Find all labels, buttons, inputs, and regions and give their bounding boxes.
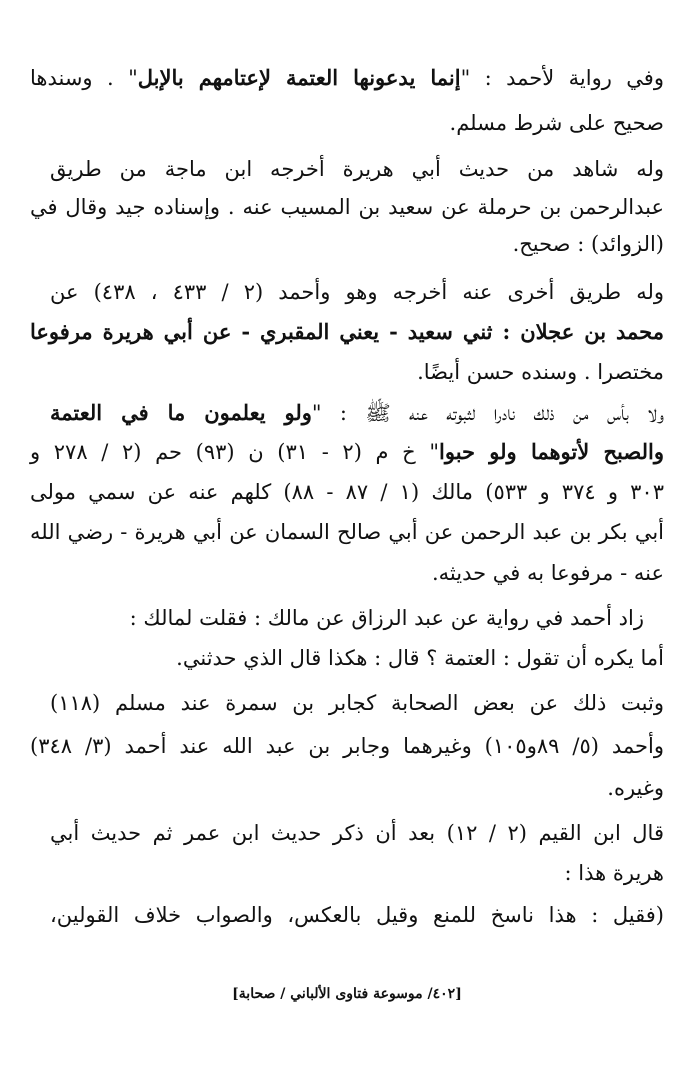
text-segment: " . وسندها — [30, 66, 138, 90]
text-line-19: قال ابن القيم (٢ / ١٢) بعد أن ذكر حديث ابن عمر ثم حديث أبي — [50, 821, 664, 845]
page-footer: [٤٠٢/ موسوعة فتاوى الألباني / صحابة] — [232, 986, 462, 1002]
text-line-9 — [50, 397, 664, 429]
text-line-20: هريرة هذا : — [564, 861, 664, 885]
text-line-12: أبي بكر بن عبد الرحمن عن أبي صالح السمان عن أبي هريرة - رضي الله — [30, 520, 664, 544]
text-line-3: وله شاهد من حديث أبي هريرة أخرجه ابن ماجة من طريق — [50, 157, 664, 181]
text-line-5: (الزوائد) : صحيح. — [512, 232, 664, 256]
quoted-hadith: والصبح لأتوهما ولو حبوا — [439, 439, 664, 464]
text-line-17: وأحمد (٥/ ٨٩و١٠٥) وغيرهما وجابر بن عبد الله عند أحمد (٣/ ٣٤٨) — [30, 734, 664, 758]
quoted-hadith: إنما يدعونها العتمة لإعتامهم بالإبل — [137, 65, 461, 90]
text-line-21: (فقيل : هذا ناسخ للمنع وقيل بالعكس، والصواب خلاف القولين، — [50, 903, 664, 927]
quoted-hadith: ولو يعلمون ما في العتمة — [50, 400, 312, 425]
text-line-11: ٣٠٣ و ٣٧٤ و ٥٣٣) مالك (١ / ٨٧ - ٨٨) كلهم عنه عن سمي مولى — [30, 480, 664, 504]
text-line-18: وغيره. — [607, 776, 664, 800]
text-line-7: محمد بن عجلان : ثني سعيد - يعني المقبري - عن أبي هريرة مرفوعا — [30, 319, 664, 344]
text-line-8: مختصرا . وسنده حسن أيضًا. — [417, 360, 664, 384]
text-line-16: وثبت ذلك عن بعض الصحابة كجابر بن سمرة عند مسلم (١١٨) — [50, 691, 664, 715]
text-line-1 — [30, 62, 664, 94]
text-line-14: زاد أحمد في رواية عن عبد الرزاق عن مالك : فقلت لمالك : — [129, 606, 644, 630]
text-line-13: عنه - مرفوعا به في حديثه. — [431, 561, 664, 585]
text-segment: وفي رواية لأحمد : " — [460, 66, 664, 90]
text-line-4: عبدالرحمن بن حرملة عن سعيد بن المسيب عنه . وإسناده جيد وقال في — [30, 195, 664, 219]
text-line-6: وله طريق أخرى عنه أخرجه وهو وأحمد (٢ / ٤٣٣ ، ٤٣٨) عن — [50, 280, 664, 304]
text-segment: " خ م (٢ - ٣١) ن (٩٣) حم (٢ / ٢٧٨ و — [30, 440, 440, 464]
text-line-15: أما يكره أن تقول : العتمة ؟ قال : هكذا قال الذي حدثني. — [176, 646, 664, 670]
text-line-2: صحيح على شرط مسلم. — [449, 111, 664, 135]
text-segment: ولا بأس من ذلك نادرا لثبوته عنه ﷺ : " — [311, 401, 664, 425]
text-line-10 — [30, 436, 664, 468]
